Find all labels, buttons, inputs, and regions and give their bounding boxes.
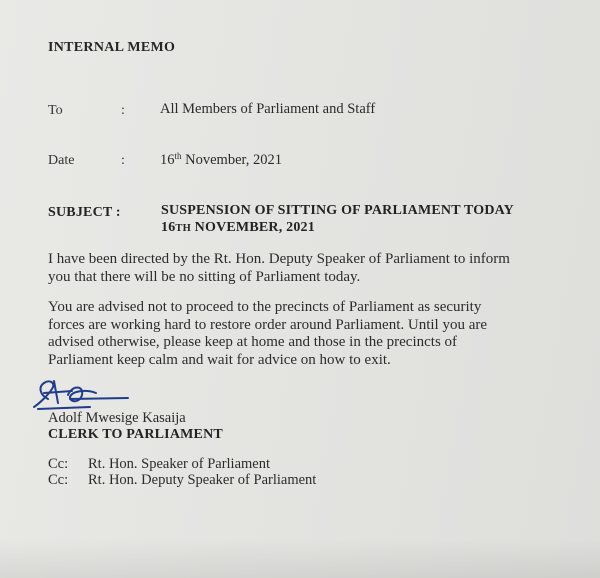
- paragraph-1-line: you that there will be no sitting of Parliament today.: [48, 268, 361, 285]
- subject-suffix: TH: [175, 223, 191, 234]
- cc-recipient: Rt. Hon. Deputy Speaker of Parliament: [88, 472, 317, 488]
- handwritten-signature: [30, 373, 140, 413]
- paragraph-2: [48, 299, 553, 369]
- to-separator: :: [121, 103, 125, 118]
- date-suffix: th: [174, 151, 182, 161]
- paragraph-2-line: advised otherwise, please keep at home and those in the precincts of: [48, 334, 458, 350]
- paragraph-2-line: forces are working hard to restore order around Parliament. Until you are: [48, 316, 488, 333]
- subject-label: SUBJECT :: [48, 205, 121, 220]
- subject-rest: NOVEMBER, 2021: [190, 220, 315, 235]
- date-rest: November, 2021: [181, 152, 283, 168]
- subject-day: 16: [161, 220, 176, 235]
- paragraph-1-line: I have been directed by the Rt. Hon. Deputy Speaker of Parliament to inform: [48, 251, 510, 267]
- date-value: [160, 151, 282, 169]
- signatory-name: Adolf Mwesige Kasaija: [48, 410, 186, 426]
- cc-label: Cc:: [48, 456, 69, 472]
- cc-label: Cc:: [48, 472, 69, 488]
- date-day: 16: [160, 152, 175, 168]
- paragraph-2-line: Parliament keep calm and wait for advice on how to exit.: [48, 351, 391, 368]
- to-value: All Members of Parliament and Staff: [160, 101, 376, 117]
- memo-heading: INTERNAL MEMO: [48, 40, 176, 55]
- paragraph-1: [48, 251, 553, 286]
- date-separator: :: [121, 153, 125, 168]
- subject-line-2: [161, 220, 315, 236]
- page-shadow: [0, 538, 600, 578]
- paragraph-2-line: You are advised not to proceed to the precincts of Parliament as security: [48, 299, 482, 315]
- subject-line-1: SUSPENSION OF SITTING OF PARLIAMENT TODAY: [161, 203, 514, 218]
- date-label: Date: [48, 153, 75, 168]
- signatory-title: CLERK TO PARLIAMENT: [48, 427, 223, 442]
- cc-recipient: Rt. Hon. Speaker of Parliament: [88, 456, 271, 472]
- to-label: To: [48, 103, 63, 118]
